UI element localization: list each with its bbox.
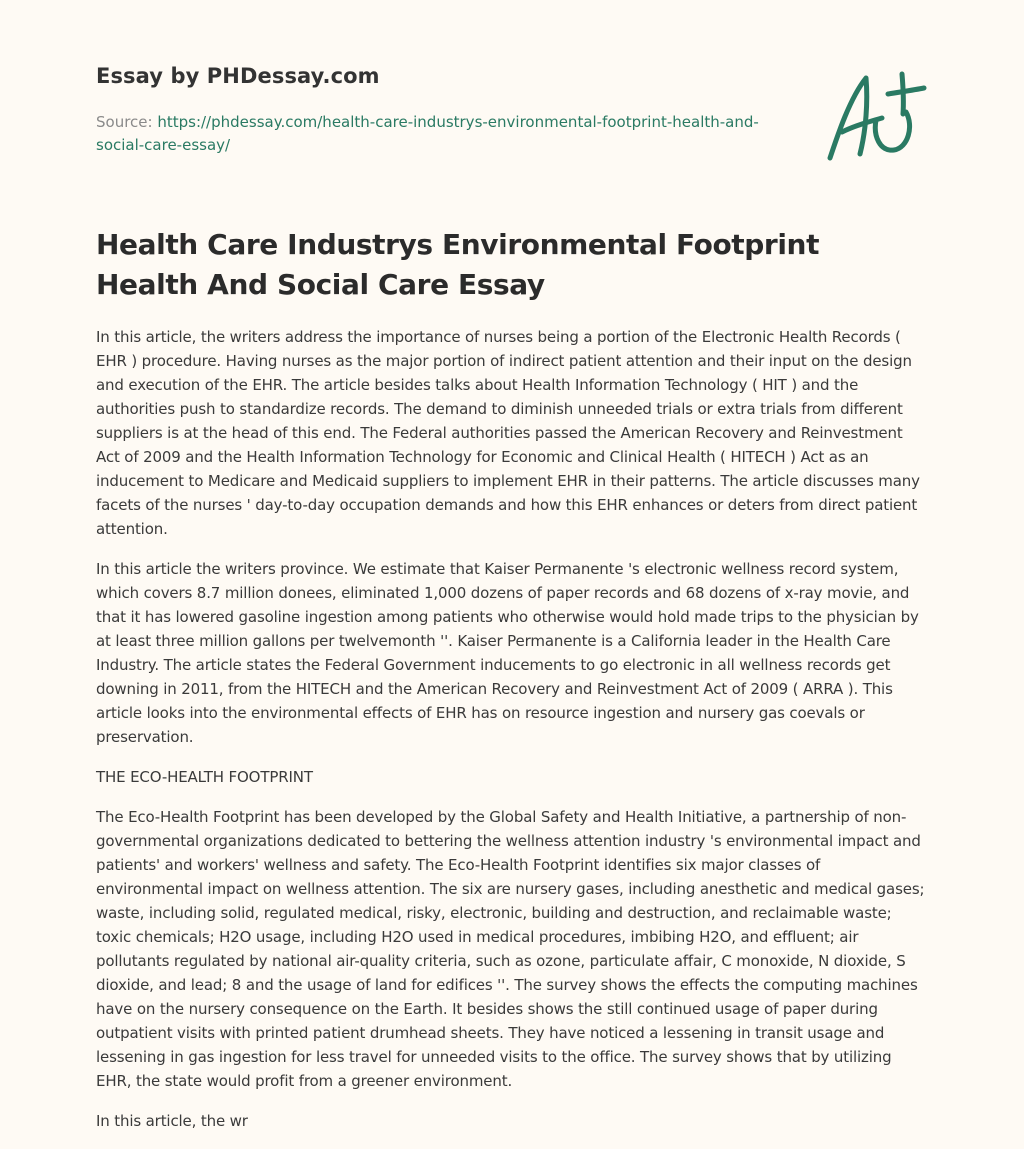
source-link[interactable]: https://phdessay.com/health-care-industrys-environmental-footprint-health-and-social-care-essay/ <box>96 113 759 154</box>
page-title: Health Care Industrys Environmental Footprint Health And Social Care Essay <box>96 228 820 301</box>
paragraph: In this article, the wr <box>96 1112 248 1130</box>
source-line <box>96 111 786 157</box>
paragraph: The Eco-Health Footprint has been developed by the Global Safety and Health Initiative, a partnership of non-governmental organizations dedicated to bettering the wellness attention industry 's environmental impact and patients' and workers' wellness and safety. The Eco-Health Footprint identifies six major classes of environmental impact on wellness attention. The six are nursery gases, including anesthetic and medical gases; waste, including solid, regulated medical, risky, electronic, building and destruction, and reclaimable waste; toxic chemicals; H2O usage, including H2O used in medical procedures, imbibing H2O, and effluent; air pollutants regulated by national air-quality criteria, such as ozone, particulate affair, C monoxide, N dioxide, S dioxide, and lead; 8 and the usage of land for edifices ''. The survey shows the effects the computing machines have on the nursery consequence on the Earth. It besides shows the still continued usage of paper during outpatient visits with printed patient drumhead sheets. They have noticed a lessening in transit usage and lessening in gas ingestion for less travel for unneeded visits to the office. The survey shows that by utilizing EHR, the state would profit from a greener environment. <box>96 808 925 1090</box>
paragraph: In this article, the writers address the importance of nurses being a portion of the Electronic Health Records ( EHR ) procedure. Having nurses as the major portion of indirect patient attention and their input on the design and execution of the EHR. The article besides talks about Health Information Technology ( HIT ) and the authorities push to standardize records. The demand to diminish unneeded trials or extra trials from different suppliers is at the head of this end. The Federal authorities passed the American Recovery and Reinvestment Act of 2009 and the Health Information Technology for Economic and Clinical Health ( HITECH ) Act as an inducement to Medicare and Medicaid suppliers to implement EHR in their patterns. The article discusses many facets of the nurses ' day-to-day occupation demands and how this EHR enhances or deters from direct patient attention. <box>96 328 920 538</box>
site-brand: Essay by PHDessay.com <box>96 64 380 88</box>
essay-body <box>96 325 928 1149</box>
paragraph: In this article the writers province. We estimate that Kaiser Permanente 's electronic wellness record system, which covers 8.7 million donees, eliminated 1,000 dozens of paper records and 68 dozens of x-ray movie, and that it has lowered gasoline ingestion among patients who otherwise would hold made trips to the physician by at least three million gallons per twelvemonth ''. Kaiser Permanente is a California leader in the Health Care Industry. The article states the Federal Government inducements to go electronic in all wellness records get downing in 2011, from the HITECH and the American Recovery and Reinvestment Act of 2009 ( ARRA ). This article looks into the environmental effects of EHR has on resource ingestion and nursery gas coevals or preservation. <box>96 560 919 746</box>
a-plus-logo-icon <box>826 68 928 164</box>
section-heading: THE ECO-HEALTH FOOTPRINT <box>96 768 313 786</box>
source-label: Source: <box>96 113 158 131</box>
